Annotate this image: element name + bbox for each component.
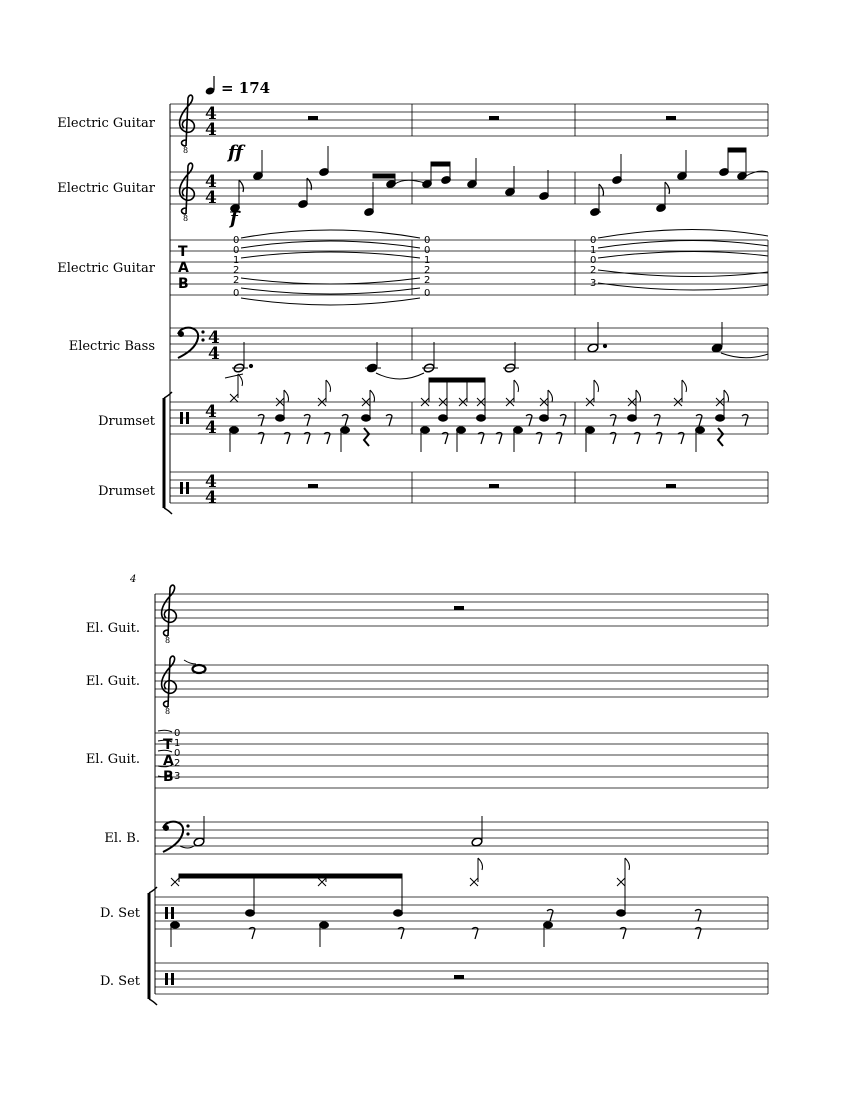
staff-guitar-2-s2 [155, 665, 768, 697]
tab-clef-icon [163, 737, 174, 785]
staff-label-drumset-2: Drumset [98, 484, 155, 499]
staff-label-drumset-1-short: D. Set [99, 906, 140, 921]
drum-notes-m2 [421, 378, 553, 452]
dynamic-f: f [230, 208, 238, 229]
time-signature-top: 4 [208, 328, 220, 348]
staff-label-guitar-1-short: El. Guit. [85, 621, 140, 636]
svg-text:8: 8 [183, 214, 189, 223]
svg-text:2: 2 [424, 265, 431, 276]
whole-rest [308, 116, 318, 120]
svg-text:2: 2 [233, 275, 240, 286]
guitar-2-notes [230, 146, 768, 217]
drum-notes-m4 [171, 858, 630, 947]
svg-text:A: A [178, 260, 189, 276]
time-signature-bottom: 4 [205, 120, 217, 140]
staff-label-guitar-tab-short: El. Guit. [85, 752, 140, 767]
tempo-marking [205, 76, 270, 97]
svg-text:0: 0 [174, 728, 181, 739]
time-signature-top: 4 [205, 104, 217, 124]
time-signature-top: 4 [205, 472, 217, 492]
staff-guitar-tab-s2 [155, 733, 768, 788]
svg-text:2: 2 [590, 265, 597, 276]
svg-text:0: 0 [233, 245, 240, 256]
tab-chord-m1 [233, 235, 239, 299]
svg-text:8: 8 [165, 707, 171, 716]
staff-bass [170, 328, 768, 360]
svg-text:T: T [163, 737, 173, 753]
bass-clef-icon [178, 328, 205, 358]
svg-text:0: 0 [233, 235, 240, 246]
staff-label-drumset-2-short: D. Set [99, 974, 140, 989]
svg-text:B: B [178, 276, 189, 292]
measure-number: 4 [130, 574, 137, 585]
tab-chord-m3 [590, 235, 596, 289]
time-signature-bottom: 4 [205, 488, 217, 508]
svg-text:0: 0 [233, 288, 240, 299]
svg-text:2: 2 [174, 758, 181, 769]
whole-rest [454, 606, 464, 610]
svg-text:2: 2 [233, 265, 240, 276]
svg-text:1: 1 [174, 738, 181, 749]
svg-text:8: 8 [165, 636, 171, 645]
staff-label-guitar-1: Electric Guitar [57, 116, 155, 131]
svg-text:1: 1 [233, 255, 240, 266]
whole-rest [666, 484, 676, 488]
whole-rest [454, 975, 464, 979]
svg-text:A: A [163, 753, 174, 769]
svg-text:8: 8 [183, 146, 189, 155]
staff-bass-s2 [155, 822, 768, 854]
time-signature-top: 4 [205, 402, 217, 422]
tab-clef-icon [178, 244, 189, 292]
svg-text:1: 1 [424, 255, 431, 266]
svg-text:T: T [178, 244, 188, 260]
svg-text:0: 0 [174, 748, 181, 759]
drum-rests-m4 [249, 910, 701, 940]
svg-text:0: 0 [424, 235, 431, 246]
svg-text:3: 3 [174, 771, 181, 782]
tempo-value: = 174 [221, 79, 271, 97]
staff-label-bass-short: El. B. [104, 831, 140, 846]
svg-text:B: B [163, 769, 174, 785]
svg-text:0: 0 [590, 235, 597, 246]
tab-chord-m4 [174, 728, 180, 782]
bass-notes-s2 [180, 816, 483, 848]
staff-drumset-1 [170, 402, 768, 434]
svg-text:0: 0 [424, 288, 431, 299]
whole-rest [489, 484, 499, 488]
svg-text:1: 1 [590, 245, 597, 256]
staff-label-guitar-tab: Electric Guitar [57, 261, 155, 276]
staff-guitar-tab [170, 240, 768, 295]
staff-label-guitar-2: Electric Guitar [57, 181, 155, 196]
drum-notes-m1 [225, 374, 375, 452]
time-signature-bottom: 4 [205, 188, 217, 208]
svg-text:0: 0 [424, 245, 431, 256]
dynamic-ff: ff [228, 142, 243, 163]
whole-rest [666, 116, 676, 120]
staff-guitar-1 [170, 104, 768, 136]
tab-ties [241, 229, 768, 305]
staff-label-guitar-2-short: El. Guit. [85, 674, 140, 689]
time-signature-top: 4 [205, 172, 217, 192]
time-signature-bottom: 4 [205, 418, 217, 438]
whole-rest [308, 484, 318, 488]
svg-text:3: 3 [590, 278, 597, 289]
drum-notes-m3 [586, 380, 729, 452]
tab-chord-m2 [424, 235, 430, 299]
whole-rest [489, 116, 499, 120]
staff-label-drumset-1: Drumset [98, 414, 155, 429]
svg-text:0: 0 [590, 255, 597, 266]
whole-note [184, 660, 206, 673]
bass-notes [232, 322, 768, 379]
svg-text:2: 2 [424, 275, 431, 286]
time-signature-bottom: 4 [208, 344, 220, 364]
staff-drumset-2 [170, 472, 768, 503]
staff-label-bass: Electric Bass [68, 339, 155, 354]
